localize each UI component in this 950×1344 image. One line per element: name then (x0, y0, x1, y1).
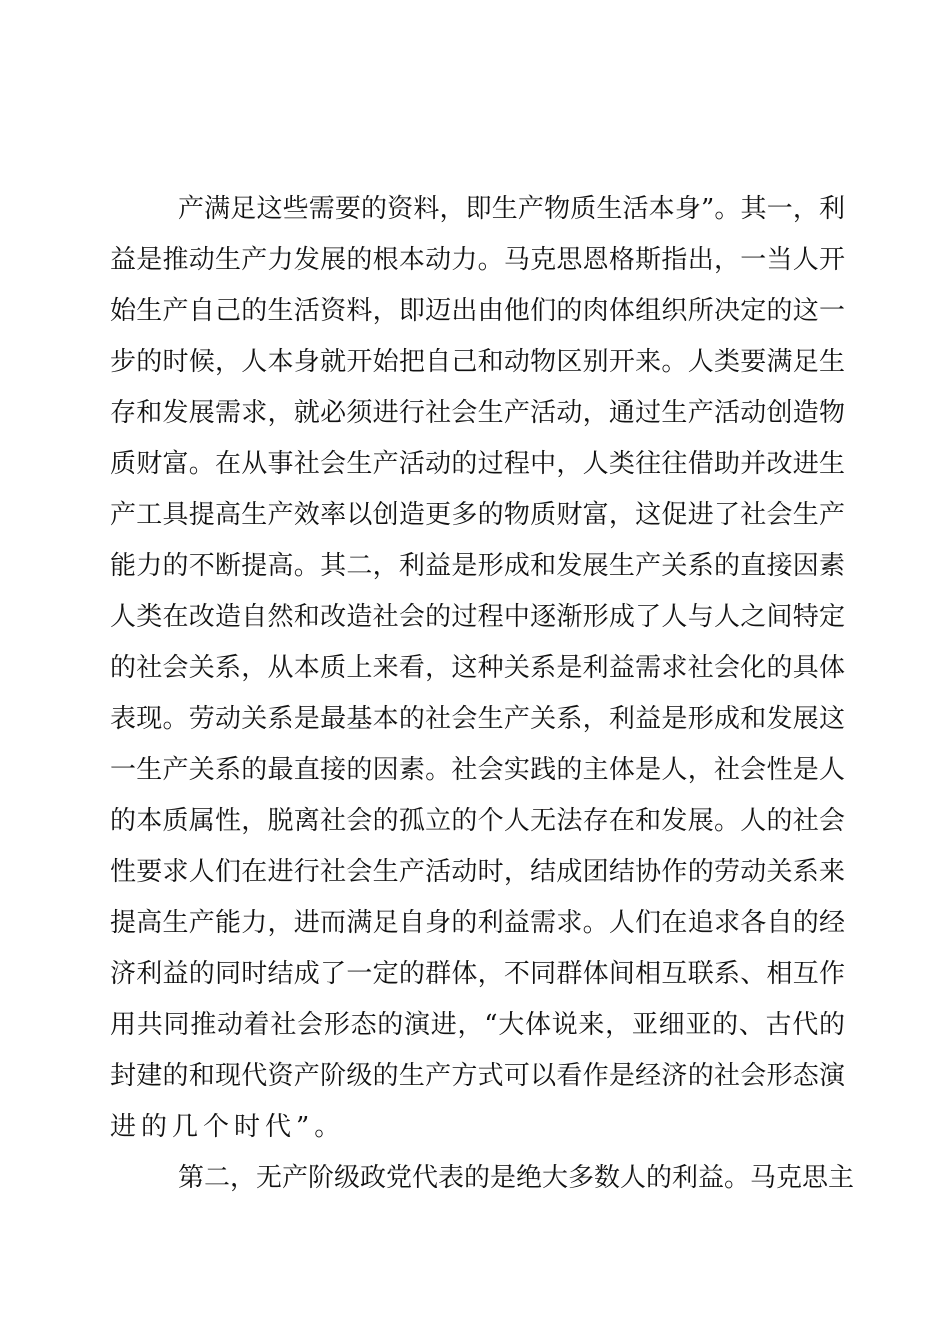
text-line: 用共同推动着社会形态的演进，“大体说来，亚细亚的、古代的 (110, 1010, 845, 1040)
text-line: 一生产关系的最直接的因素。社会实践的主体是人，社会性是人 (110, 755, 845, 785)
text-line: 步的时候，人本身就开始把自己和动物区别开来。人类要满足生 (110, 347, 845, 377)
text-line: 存和发展需求，就必须进行社会生产活动，通过生产活动创造物 (110, 398, 845, 428)
text-line: 始生产自己的生活资料，即迈出由他们的肉体组织所决定的这一 (110, 296, 845, 326)
text-line: 进的几个时代”。 (110, 1112, 346, 1142)
text-line: 的社会关系，从本质上来看，这种关系是利益需求社会化的具体 (110, 653, 845, 683)
text-line: 益是推动生产力发展的根本动力。马克思恩格斯指出，一当人开 (110, 245, 845, 275)
text-line: 人类在改造自然和改造社会的过程中逐渐形成了人与人之间特定 (110, 602, 845, 632)
text-line: 提高生产能力，进而满足自身的利益需求。人们在追求各自的经 (110, 908, 845, 938)
text-line: 产满足这些需要的资料，即生产物质生活本身”。其一，利 (178, 194, 845, 224)
text-line: 封建的和现代资产阶级的生产方式可以看作是经济的社会形态演 (110, 1061, 845, 1091)
text-line: 第二，无产阶级政党代表的是绝大多数人的利益。马克思主 (178, 1163, 855, 1193)
text-line: 能力的不断提高。其二，利益是形成和发展生产关系的直接因素 (110, 551, 845, 581)
body-text (110, 184, 855, 1204)
text-line: 质财富。在从事社会生产活动的过程中，人类往往借助并改进生 (110, 449, 845, 479)
text-line: 济利益的同时结成了一定的群体，不同群体间相互联系、相互作 (110, 959, 845, 989)
text-line: 的本质属性，脱离社会的孤立的个人无法存在和发展。人的社会 (110, 806, 845, 836)
text-line: 表现。劳动关系是最基本的社会生产关系，利益是形成和发展这 (110, 704, 845, 734)
text-line: 产工具提高生产效率以创造更多的物质财富，这促进了社会生产 (110, 500, 845, 530)
text-line: 性要求人们在进行社会生产活动时，结成团结协作的劳动关系来 (110, 857, 845, 887)
